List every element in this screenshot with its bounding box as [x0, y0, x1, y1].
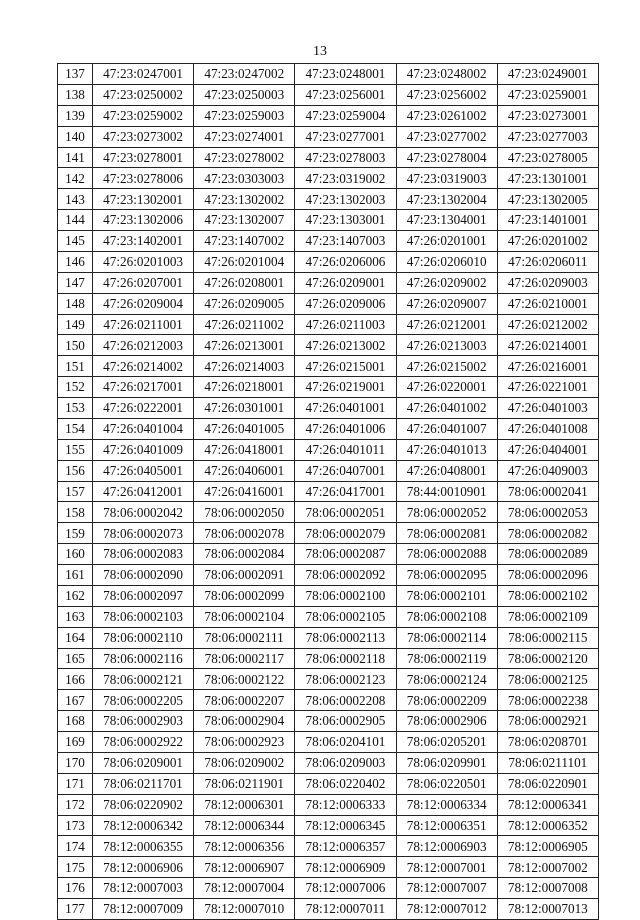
- cadastral-number-cell: 47:26:0209004: [93, 293, 194, 314]
- cadastral-number-cell: 47:23:0261002: [396, 105, 497, 126]
- cadastral-number-cell: 47:26:0212003: [93, 335, 194, 356]
- cadastral-number-cell: 78:06:0002079: [295, 523, 396, 544]
- cadastral-number-cell: 78:06:0002095: [396, 565, 497, 586]
- cadastral-number-cell: 78:06:0209002: [194, 752, 295, 773]
- cadastral-number-cell: 47:23:0278002: [194, 147, 295, 168]
- cadastral-number-cell: 47:26:0209007: [396, 293, 497, 314]
- row-number-cell: 159: [58, 523, 93, 544]
- cadastral-number-cell: 47:26:0209006: [295, 293, 396, 314]
- cadastral-number-cell: 47:23:0278003: [295, 147, 396, 168]
- table-body: [58, 64, 599, 920]
- cadastral-number-cell: 78:06:0002905: [295, 711, 396, 732]
- table-row: [58, 84, 599, 105]
- cadastral-number-cell: 78:06:0002123: [295, 669, 396, 690]
- table-row: [58, 251, 599, 272]
- row-number-cell: 165: [58, 648, 93, 669]
- cadastral-number-cell: 78:06:0002090: [93, 565, 194, 586]
- cadastral-number-cell: 47:26:0401011: [295, 439, 396, 460]
- cadastral-number-cell: 78:06:0002103: [93, 606, 194, 627]
- cadastral-number-cell: 47:26:0214001: [497, 335, 598, 356]
- cadastral-number-cell: 47:26:0215002: [396, 356, 497, 377]
- cadastral-number-cell: 47:26:0218001: [194, 377, 295, 398]
- cadastral-number-cell: 47:26:0206011: [497, 251, 598, 272]
- cadastral-number-cell: 78:06:0002120: [497, 648, 598, 669]
- cadastral-number-cell: 78:06:0220901: [497, 773, 598, 794]
- cadastral-number-cell: 47:23:0278001: [93, 147, 194, 168]
- cadastral-number-cell: 47:26:0207001: [93, 272, 194, 293]
- cadastral-number-cell: 47:26:0301001: [194, 398, 295, 419]
- cadastral-number-cell: 78:06:0208701: [497, 732, 598, 753]
- cadastral-number-cell: 47:23:0319002: [295, 168, 396, 189]
- cadastral-number-cell: 47:23:0303003: [194, 168, 295, 189]
- cadastral-number-cell: 78:12:0006351: [396, 815, 497, 836]
- cadastral-number-cell: 78:44:0010901: [396, 481, 497, 502]
- cadastral-number-cell: 78:06:0002124: [396, 669, 497, 690]
- cadastral-number-cell: 47:26:0214003: [194, 356, 295, 377]
- cadastral-number-cell: 47:26:0219001: [295, 377, 396, 398]
- cadastral-number-cell: 78:12:0007009: [93, 899, 194, 920]
- cadastral-number-cell: 78:06:0002078: [194, 523, 295, 544]
- cadastral-number-cell: 47:26:0405001: [93, 460, 194, 481]
- cadastral-number-cell: 78:06:0002122: [194, 669, 295, 690]
- cadastral-number-cell: 47:26:0209005: [194, 293, 295, 314]
- cadastral-number-cell: 78:06:0002051: [295, 502, 396, 523]
- cadastral-number-cell: 47:23:1302004: [396, 189, 497, 210]
- cadastral-number-cell: 78:12:0007003: [93, 878, 194, 899]
- table-row: [58, 523, 599, 544]
- cadastral-number-cell: 78:06:0002906: [396, 711, 497, 732]
- cadastral-number-cell: 78:06:0002119: [396, 648, 497, 669]
- cadastral-number-cell: 47:23:0277003: [497, 126, 598, 147]
- cadastral-number-cell: 78:06:0211901: [194, 773, 295, 794]
- cadastral-number-cell: 78:06:0002923: [194, 732, 295, 753]
- table-row: [58, 147, 599, 168]
- table-row: [58, 335, 599, 356]
- cadastral-number-cell: 47:23:0247002: [194, 64, 295, 85]
- table-row: [58, 377, 599, 398]
- table-row: [58, 168, 599, 189]
- cadastral-number-cell: 47:26:0416001: [194, 481, 295, 502]
- cadastral-number-cell: 78:06:0002110: [93, 627, 194, 648]
- row-number-cell: 172: [58, 794, 93, 815]
- table-row: [58, 815, 599, 836]
- cadastral-number-cell: 78:06:0211701: [93, 773, 194, 794]
- row-number-cell: 168: [58, 711, 93, 732]
- cadastral-number-cell: 78:12:0006344: [194, 815, 295, 836]
- table-row: [58, 794, 599, 815]
- cadastral-number-cell: 47:23:0259002: [93, 105, 194, 126]
- cadastral-number-cell: 47:23:0259004: [295, 105, 396, 126]
- table-row: [58, 293, 599, 314]
- cadastral-number-cell: 78:06:0002088: [396, 544, 497, 565]
- cadastral-number-cell: 47:23:1302001: [93, 189, 194, 210]
- cadastral-number-cell: 78:12:0007012: [396, 899, 497, 920]
- cadastral-number-cell: 47:26:0209002: [396, 272, 497, 293]
- cadastral-number-cell: 78:06:0209901: [396, 752, 497, 773]
- row-number-cell: 170: [58, 752, 93, 773]
- cadastral-number-cell: 47:23:0278005: [497, 147, 598, 168]
- cadastral-number-cell: 47:26:0404001: [497, 439, 598, 460]
- cadastral-number-cell: 78:06:0205201: [396, 732, 497, 753]
- cadastral-number-cell: 47:26:0213003: [396, 335, 497, 356]
- cadastral-number-cell: 47:26:0220001: [396, 377, 497, 398]
- cadastral-number-cell: 78:06:0002238: [497, 690, 598, 711]
- cadastral-number-cell: 78:12:0006357: [295, 836, 396, 857]
- table-row: [58, 272, 599, 293]
- cadastral-number-cell: 78:12:0007002: [497, 857, 598, 878]
- cadastral-number-cell: 47:26:0409003: [497, 460, 598, 481]
- row-number-cell: 137: [58, 64, 93, 85]
- cadastral-number-cell: 47:23:0273001: [497, 105, 598, 126]
- row-number-cell: 166: [58, 669, 93, 690]
- table-row: [58, 773, 599, 794]
- row-number-cell: 164: [58, 627, 93, 648]
- row-number-cell: 173: [58, 815, 93, 836]
- cadastral-number-cell: 47:23:0250003: [194, 84, 295, 105]
- cadastral-number-cell: 78:06:0002113: [295, 627, 396, 648]
- cadastral-number-cell: 78:06:0002904: [194, 711, 295, 732]
- cadastral-number-cell: 78:06:0002117: [194, 648, 295, 669]
- cadastral-number-cell: 47:26:0206010: [396, 251, 497, 272]
- cadastral-number-cell: 47:26:0209001: [295, 272, 396, 293]
- table-row: [58, 752, 599, 773]
- cadastral-number-cell: 47:23:0248001: [295, 64, 396, 85]
- cadastral-numbers-table: [57, 63, 599, 920]
- cadastral-number-cell: 47:23:0247001: [93, 64, 194, 85]
- cadastral-number-cell: 78:06:0002096: [497, 565, 598, 586]
- cadastral-number-cell: 47:23:1303001: [295, 210, 396, 231]
- cadastral-number-cell: 47:26:0401005: [194, 418, 295, 439]
- table-row: [58, 565, 599, 586]
- cadastral-number-cell: 47:23:0278006: [93, 168, 194, 189]
- table-row: [58, 126, 599, 147]
- cadastral-number-cell: 78:06:0002922: [93, 732, 194, 753]
- cadastral-number-cell: 78:12:0007011: [295, 899, 396, 920]
- cadastral-number-cell: 78:06:0002091: [194, 565, 295, 586]
- table-row: [58, 64, 599, 85]
- cadastral-number-cell: 47:26:0401007: [396, 418, 497, 439]
- cadastral-number-cell: 78:12:0007008: [497, 878, 598, 899]
- cadastral-number-cell: 47:26:0212001: [396, 314, 497, 335]
- table-row: [58, 732, 599, 753]
- cadastral-number-cell: 78:06:0002114: [396, 627, 497, 648]
- cadastral-number-cell: 47:23:0259001: [497, 84, 598, 105]
- cadastral-number-cell: 47:26:0222001: [93, 398, 194, 419]
- cadastral-number-cell: 47:26:0407001: [295, 460, 396, 481]
- row-number-cell: 142: [58, 168, 93, 189]
- cadastral-number-cell: 78:12:0006909: [295, 857, 396, 878]
- cadastral-number-cell: 47:26:0213001: [194, 335, 295, 356]
- row-number-cell: 152: [58, 377, 93, 398]
- cadastral-number-cell: 47:26:0401009: [93, 439, 194, 460]
- row-number-cell: 148: [58, 293, 93, 314]
- cadastral-number-cell: 78:12:0007006: [295, 878, 396, 899]
- row-number-cell: 139: [58, 105, 93, 126]
- cadastral-number-cell: 47:26:0401008: [497, 418, 598, 439]
- cadastral-number-cell: 47:23:1301001: [497, 168, 598, 189]
- cadastral-number-cell: 47:23:1302006: [93, 210, 194, 231]
- table-row: [58, 878, 599, 899]
- cadastral-number-cell: 47:26:0201001: [396, 231, 497, 252]
- cadastral-number-cell: 78:06:0002903: [93, 711, 194, 732]
- cadastral-number-cell: 78:06:0002101: [396, 585, 497, 606]
- table-row: [58, 398, 599, 419]
- cadastral-number-cell: 47:23:1302002: [194, 189, 295, 210]
- cadastral-number-cell: 78:06:0002082: [497, 523, 598, 544]
- row-number-cell: 143: [58, 189, 93, 210]
- row-number-cell: 163: [58, 606, 93, 627]
- cadastral-number-cell: 78:06:0002209: [396, 690, 497, 711]
- row-number-cell: 146: [58, 251, 93, 272]
- table-row: [58, 690, 599, 711]
- cadastral-number-cell: 47:23:0273002: [93, 126, 194, 147]
- cadastral-number-cell: 78:06:0002084: [194, 544, 295, 565]
- cadastral-number-cell: 47:26:0215001: [295, 356, 396, 377]
- cadastral-number-cell: 78:06:0209003: [295, 752, 396, 773]
- table-row: [58, 439, 599, 460]
- cadastral-number-cell: 78:06:0209001: [93, 752, 194, 773]
- cadastral-number-cell: 47:26:0201003: [93, 251, 194, 272]
- cadastral-number-cell: 78:06:0002052: [396, 502, 497, 523]
- cadastral-number-cell: 78:12:0006355: [93, 836, 194, 857]
- cadastral-number-cell: 78:12:0006905: [497, 836, 598, 857]
- cadastral-number-cell: 78:06:0002097: [93, 585, 194, 606]
- cadastral-number-cell: 47:23:0277002: [396, 126, 497, 147]
- table-row: [58, 899, 599, 920]
- cadastral-number-cell: 78:06:0002102: [497, 585, 598, 606]
- cadastral-number-cell: 78:06:0220902: [93, 794, 194, 815]
- row-number-cell: 174: [58, 836, 93, 857]
- cadastral-number-cell: 78:06:0002207: [194, 690, 295, 711]
- row-number-cell: 157: [58, 481, 93, 502]
- table-row: [58, 210, 599, 231]
- cadastral-number-cell: 47:23:0319003: [396, 168, 497, 189]
- cadastral-number-cell: 78:06:0002921: [497, 711, 598, 732]
- row-number-cell: 156: [58, 460, 93, 481]
- cadastral-number-cell: 78:06:0002205: [93, 690, 194, 711]
- cadastral-number-cell: 78:12:0006341: [497, 794, 598, 815]
- cadastral-number-cell: 78:06:0002099: [194, 585, 295, 606]
- cadastral-number-cell: 47:26:0201004: [194, 251, 295, 272]
- cadastral-number-cell: 47:26:0221001: [497, 377, 598, 398]
- row-number-cell: 162: [58, 585, 93, 606]
- cadastral-number-cell: 78:12:0007004: [194, 878, 295, 899]
- cadastral-number-cell: 47:26:0401001: [295, 398, 396, 419]
- cadastral-number-cell: 47:26:0401003: [497, 398, 598, 419]
- cadastral-number-cell: 78:06:0002208: [295, 690, 396, 711]
- row-number-cell: 158: [58, 502, 93, 523]
- row-number-cell: 138: [58, 84, 93, 105]
- table-row: [58, 627, 599, 648]
- table-row: [58, 544, 599, 565]
- cadastral-number-cell: 47:26:0401013: [396, 439, 497, 460]
- cadastral-number-cell: 78:06:0002087: [295, 544, 396, 565]
- table-row: [58, 669, 599, 690]
- row-number-cell: 150: [58, 335, 93, 356]
- cadastral-number-cell: 47:23:0278004: [396, 147, 497, 168]
- cadastral-number-cell: 47:23:0256002: [396, 84, 497, 105]
- cadastral-number-cell: 47:26:0212002: [497, 314, 598, 335]
- table-row: [58, 314, 599, 335]
- row-number-cell: 147: [58, 272, 93, 293]
- cadastral-number-cell: 78:06:0002100: [295, 585, 396, 606]
- cadastral-number-cell: 78:06:0002041: [497, 481, 598, 502]
- table-row: [58, 460, 599, 481]
- cadastral-number-cell: 78:12:0006906: [93, 857, 194, 878]
- cadastral-number-cell: 47:26:0406001: [194, 460, 295, 481]
- row-number-cell: 160: [58, 544, 93, 565]
- cadastral-number-cell: 78:06:0220501: [396, 773, 497, 794]
- cadastral-number-cell: 78:06:0002042: [93, 502, 194, 523]
- table-row: [58, 836, 599, 857]
- cadastral-number-cell: 78:06:0002081: [396, 523, 497, 544]
- cadastral-number-cell: 78:12:0006345: [295, 815, 396, 836]
- cadastral-number-cell: 78:12:0007010: [194, 899, 295, 920]
- cadastral-number-cell: 47:26:0417001: [295, 481, 396, 502]
- cadastral-number-cell: 78:06:0211101: [497, 752, 598, 773]
- row-number-cell: 145: [58, 231, 93, 252]
- cadastral-number-cell: 47:23:0259003: [194, 105, 295, 126]
- cadastral-number-cell: 78:06:0002116: [93, 648, 194, 669]
- table-row: [58, 356, 599, 377]
- cadastral-number-cell: 78:06:0002053: [497, 502, 598, 523]
- cadastral-number-cell: 78:06:0002092: [295, 565, 396, 586]
- table-row: [58, 585, 599, 606]
- page-number: 13: [313, 44, 327, 59]
- row-number-cell: 161: [58, 565, 93, 586]
- cadastral-number-cell: 78:06:0002108: [396, 606, 497, 627]
- cadastral-number-cell: 47:26:0408001: [396, 460, 497, 481]
- cadastral-number-cell: 78:12:0006907: [194, 857, 295, 878]
- cadastral-number-cell: 47:23:1402001: [93, 231, 194, 252]
- cadastral-number-cell: 47:26:0208001: [194, 272, 295, 293]
- row-number-cell: 144: [58, 210, 93, 231]
- cadastral-number-cell: 47:23:1401001: [497, 210, 598, 231]
- cadastral-number-cell: 47:23:1407002: [194, 231, 295, 252]
- cadastral-number-cell: 47:23:1407003: [295, 231, 396, 252]
- row-number-cell: 149: [58, 314, 93, 335]
- cadastral-number-cell: 78:12:0006903: [396, 836, 497, 857]
- cadastral-number-cell: 78:12:0007013: [497, 899, 598, 920]
- cadastral-number-cell: 47:26:0401002: [396, 398, 497, 419]
- table-row: [58, 648, 599, 669]
- cadastral-number-cell: 47:26:0210001: [497, 293, 598, 314]
- row-number-cell: 177: [58, 899, 93, 920]
- cadastral-number-cell: 47:26:0214002: [93, 356, 194, 377]
- cadastral-number-cell: 78:12:0006301: [194, 794, 295, 815]
- cadastral-number-cell: 47:26:0217001: [93, 377, 194, 398]
- cadastral-number-cell: 47:26:0418001: [194, 439, 295, 460]
- cadastral-number-cell: 47:23:0256001: [295, 84, 396, 105]
- cadastral-number-cell: 47:23:0248002: [396, 64, 497, 85]
- cadastral-number-cell: 47:26:0213002: [295, 335, 396, 356]
- cadastral-number-cell: 47:26:0401004: [93, 418, 194, 439]
- cadastral-number-cell: 47:23:0249001: [497, 64, 598, 85]
- cadastral-number-cell: 47:26:0211003: [295, 314, 396, 335]
- cadastral-number-cell: 78:06:0002105: [295, 606, 396, 627]
- cadastral-number-cell: 78:06:0002104: [194, 606, 295, 627]
- row-number-cell: 153: [58, 398, 93, 419]
- table-row: [58, 105, 599, 126]
- table-row: [58, 606, 599, 627]
- cadastral-number-cell: 47:23:0274001: [194, 126, 295, 147]
- cadastral-number-cell: 47:26:0201002: [497, 231, 598, 252]
- table-row: [58, 189, 599, 210]
- cadastral-number-cell: 78:06:0204101: [295, 732, 396, 753]
- cadastral-number-cell: 78:12:0007001: [396, 857, 497, 878]
- table-row: [58, 481, 599, 502]
- cadastral-number-cell: 78:06:0002083: [93, 544, 194, 565]
- row-number-cell: 155: [58, 439, 93, 460]
- row-number-cell: 169: [58, 732, 93, 753]
- cadastral-number-cell: 47:26:0216001: [497, 356, 598, 377]
- cadastral-number-cell: 47:23:1302007: [194, 210, 295, 231]
- cadastral-number-cell: 78:12:0006342: [93, 815, 194, 836]
- row-number-cell: 176: [58, 878, 93, 899]
- cadastral-number-cell: 47:26:0401006: [295, 418, 396, 439]
- table-row: [58, 711, 599, 732]
- cadastral-number-cell: 47:26:0412001: [93, 481, 194, 502]
- cadastral-number-cell: 78:06:0002118: [295, 648, 396, 669]
- cadastral-number-cell: 47:23:1302005: [497, 189, 598, 210]
- row-number-cell: 140: [58, 126, 93, 147]
- table-row: [58, 418, 599, 439]
- cadastral-number-cell: 78:06:0002109: [497, 606, 598, 627]
- cadastral-number-cell: 78:06:0002050: [194, 502, 295, 523]
- cadastral-number-cell: 47:23:1304001: [396, 210, 497, 231]
- cadastral-number-cell: 78:06:0002111: [194, 627, 295, 648]
- row-number-cell: 167: [58, 690, 93, 711]
- cadastral-number-cell: 47:26:0211002: [194, 314, 295, 335]
- cadastral-number-cell: 47:26:0209003: [497, 272, 598, 293]
- table-row: [58, 231, 599, 252]
- row-number-cell: 151: [58, 356, 93, 377]
- row-number-cell: 175: [58, 857, 93, 878]
- cadastral-number-cell: 78:06:0002089: [497, 544, 598, 565]
- cadastral-number-cell: 47:23:0277001: [295, 126, 396, 147]
- row-number-cell: 154: [58, 418, 93, 439]
- row-number-cell: 141: [58, 147, 93, 168]
- cadastral-number-cell: 78:06:0002073: [93, 523, 194, 544]
- cadastral-number-cell: 78:06:0220402: [295, 773, 396, 794]
- row-number-cell: 171: [58, 773, 93, 794]
- cadastral-number-cell: 78:12:0006333: [295, 794, 396, 815]
- cadastral-number-cell: 47:26:0211001: [93, 314, 194, 335]
- cadastral-number-cell: 78:06:0002125: [497, 669, 598, 690]
- cadastral-number-cell: 78:12:0006334: [396, 794, 497, 815]
- cadastral-number-cell: 78:12:0006352: [497, 815, 598, 836]
- cadastral-number-cell: 78:12:0007007: [396, 878, 497, 899]
- cadastral-number-cell: 78:12:0006356: [194, 836, 295, 857]
- cadastral-number-cell: 78:06:0002121: [93, 669, 194, 690]
- table-row: [58, 502, 599, 523]
- table-row: [58, 857, 599, 878]
- cadastral-number-cell: 47:26:0206006: [295, 251, 396, 272]
- cadastral-number-cell: 78:06:0002115: [497, 627, 598, 648]
- cadastral-number-cell: 47:23:1302003: [295, 189, 396, 210]
- cadastral-number-cell: 47:23:0250002: [93, 84, 194, 105]
